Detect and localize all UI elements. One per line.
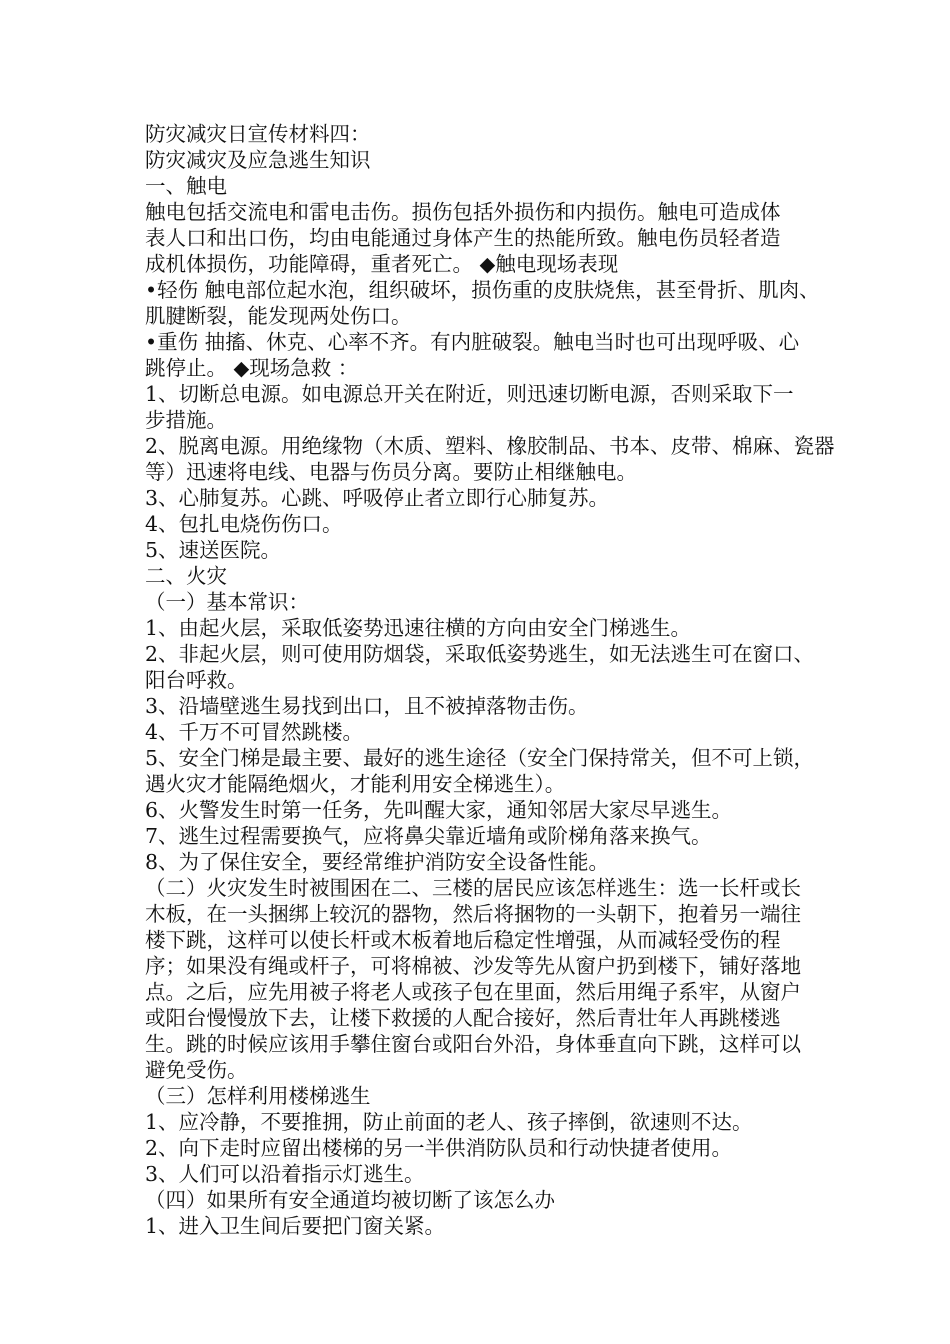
paragraph-line: 木板，在一头捆绑上较沉的器物，然后将捆物的一头朝下，抱着另一端往 <box>145 902 801 926</box>
list-item: 1、由起火层，采取低姿势迅速往横的方向由安全门梯逃生。 <box>145 616 692 640</box>
list-item: 2、向下走时应留出楼梯的另一半供消防队员和行动快捷者使用。 <box>145 1136 733 1160</box>
paragraph-line: 序；如果没有绳或杆子，可将棉被、沙发等先从窗户扔到楼下，铺好落地 <box>145 954 801 978</box>
paragraph-line: 表人口和出口伤，均由电能通过身体产生的热能所致。触电伤员轻者造 <box>145 226 781 250</box>
paragraph-line: 跳停止。 ◆现场急救 ： <box>145 356 359 380</box>
list-item: 1、应冷静，不要推拥，防止前面的老人、孩子摔倒，欲速则不达。 <box>145 1110 753 1134</box>
paragraph-line: 肌腱断裂，能发现两处伤口。 <box>145 304 412 328</box>
doc-title: 防灾减灾日宣传材料四： <box>145 122 371 146</box>
paragraph-line: 成机体损伤，功能障碍，重者死亡。 ◆触电现场表现 <box>145 252 619 276</box>
paragraph-line: 或阳台慢慢放下去，让楼下救援的人配合接好，然后青壮年人再跳楼逃 <box>145 1006 781 1030</box>
list-item: 7、逃生过程需要换气，应将鼻尖靠近墙角或阶梯角落来换气。 <box>145 824 712 848</box>
subsection-heading: （一）基本常识： <box>145 590 309 614</box>
paragraph-line: 避免受伤。 <box>145 1058 248 1082</box>
doc-subtitle: 防灾减灾及应急逃生知识 <box>145 148 371 172</box>
list-item: 6、火警发生时第一任务，先叫醒大家，通知邻居大家尽早逃生。 <box>145 798 733 822</box>
subsection-heading: （三）怎样利用楼梯逃生 <box>145 1084 371 1108</box>
paragraph-line: 点。之后，应先用被子将老人或孩子包在里面，然后用绳子系牢，从窗户 <box>145 980 801 1004</box>
list-item: 1、进入卫生间后要把门窗关紧。 <box>145 1214 446 1238</box>
list-item: 5、速送医院。 <box>145 538 282 562</box>
list-item: 4、千万不可冒然跳楼。 <box>145 720 364 744</box>
paragraph-line: 触电包括交流电和雷电击伤。损伤包括外损伤和内损伤。触电可造成体 <box>145 200 781 224</box>
list-item: 3、沿墙壁逃生易找到出口，且不被掉落物击伤。 <box>145 694 589 718</box>
bullet-line: •轻伤 触电部位起水泡，组织破坏，损伤重的皮肤烧焦，甚至骨折、肌肉、 <box>145 278 820 302</box>
paragraph-line: 步措施。 <box>145 408 227 432</box>
list-item: 3、人们可以沿着指示灯逃生。 <box>145 1162 425 1186</box>
list-item: 4、包扎电烧伤伤口。 <box>145 512 343 536</box>
list-item: 1、切断总电源。如电源总开关在附近，则迅速切断电源，否则采取下一 <box>145 382 794 406</box>
document-body <box>145 121 835 1239</box>
bullet-line: •重伤 抽搐、休克、心率不齐。有内脏破裂。触电当时也可出现呼吸、心 <box>145 330 800 354</box>
paragraph-line: 遇火灾才能隔绝烟火，才能利用安全梯逃生）。 <box>145 772 566 796</box>
subsection-heading: （二）火灾发生时被围困在二、三楼的居民应该怎样逃生：选一长杆或长 <box>145 876 801 900</box>
subsection-heading: （四）如果所有安全通道均被切断了该怎么办 <box>145 1188 555 1212</box>
list-item: 3、心肺复苏。心跳、呼吸停止者立即行心肺复苏。 <box>145 486 610 510</box>
paragraph-line: 等）迅速将电线、电器与伤员分离。要防止相继触电。 <box>145 460 637 484</box>
list-item: 2、非起火层，则可使用防烟袋，采取低姿势逃生，如无法逃生可在窗口、 <box>145 642 815 666</box>
list-item: 5、安全门梯是最主要、最好的逃生途径（安全门保持常关，但不可上锁， <box>145 746 815 770</box>
paragraph-line: 生。跳的时候应该用手攀住窗台或阳台外沿，身体垂直向下跳，这样可以 <box>145 1032 801 1056</box>
section-heading-electric-shock: 一、触电 <box>145 174 227 198</box>
list-item: 2、脱离电源。用绝缘物（木质、塑料、橡胶制品、书本、皮带、棉麻、瓷器 <box>145 434 835 458</box>
paragraph-line: 楼下跳，这样可以使长杆或木板着地后稳定性增强，从而减轻受伤的程 <box>145 928 781 952</box>
paragraph-line: 阳台呼救。 <box>145 668 248 692</box>
section-heading-fire: 二、火灾 <box>145 564 227 588</box>
list-item: 8、为了保住安全，要经常维护消防安全设备性能。 <box>145 850 610 874</box>
